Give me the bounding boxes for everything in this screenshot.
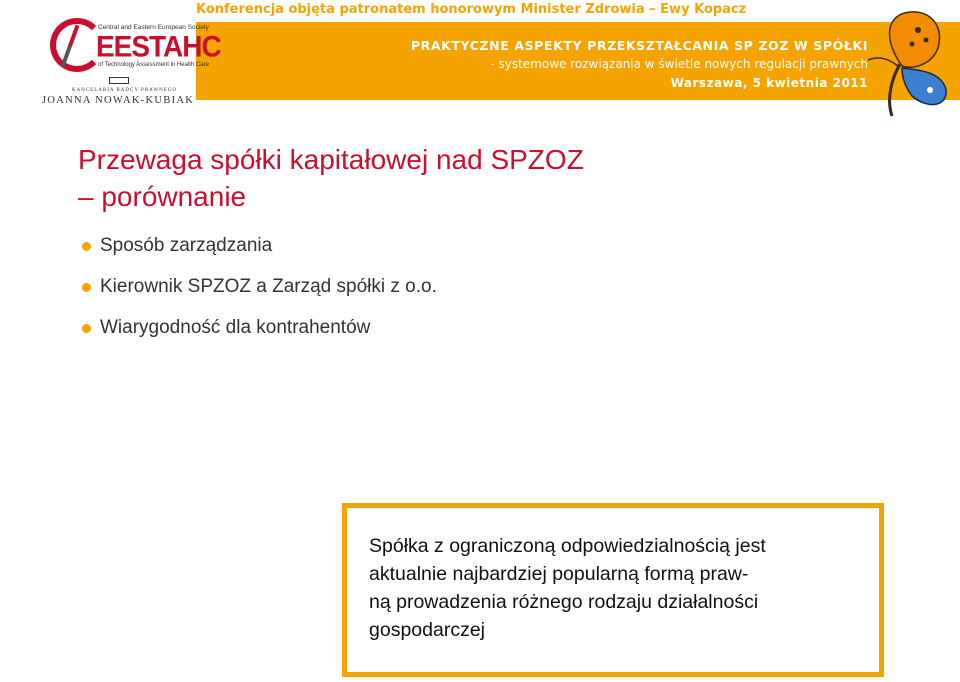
slide-title-line1: Przewaga spółki kapitałowej nad SPZOZ (78, 144, 584, 175)
kancelaria-name: JOANNA NOWAK-KUBIAK (42, 95, 195, 106)
callout-line4: gospodarczej (369, 619, 485, 641)
conference-subtitle: - systemowe rozwiązania w świetle nowych regulacji prawnych (490, 57, 868, 71)
callout-line3: ną prowadzenia różnego rodzaju działalności (369, 591, 759, 613)
callout-text (369, 532, 869, 644)
patronage-note: Konferencja objęta patronatem honorowym Minister Zdrowia – Ewy Kopacz (196, 2, 747, 17)
eestahc-subtitle: of Technology Assessment in Health Care (98, 62, 209, 68)
list-item (82, 316, 437, 357)
eestahc-society: Central and Eastern European Society (98, 24, 209, 31)
kancelaria-logo-icon (109, 77, 129, 84)
conference-title: PRAKTYCZNE ASPEKTY PRZEKSZTAŁCANIA SP ZOZ W SPÓŁKI (410, 38, 868, 53)
bullet-icon (82, 324, 91, 333)
eestahc-name: EESTAHC (96, 30, 221, 63)
bullet-icon (82, 283, 91, 292)
callout-line2: aktualnie najbardziej popularną formą praw- (369, 563, 749, 585)
bullet-text: Wiarygodność dla kontrahentów (100, 317, 371, 338)
kancelaria-label: KANCELARIA RADCY PRAWNEGO (72, 88, 177, 93)
bullet-icon (82, 242, 91, 251)
slide-title-line2: – porównanie (78, 181, 247, 212)
callout-line1: Spółka z ograniczoną odpowiedzialnością jest (369, 535, 766, 557)
logo-area (0, 0, 221, 108)
butterfly-icon (862, 8, 950, 120)
conference-date: Warszawa, 5 kwietnia 2011 (670, 76, 868, 90)
bullet-text: Sposób zarządzania (100, 235, 273, 256)
bullet-list (82, 234, 437, 357)
bullet-text: Kierownik SPZOZ a Zarząd spółki z o.o. (100, 276, 437, 297)
list-item (82, 234, 437, 275)
slide-title (78, 141, 584, 215)
list-item (82, 275, 437, 316)
callout-box (342, 503, 884, 677)
conference-info (411, 36, 868, 93)
